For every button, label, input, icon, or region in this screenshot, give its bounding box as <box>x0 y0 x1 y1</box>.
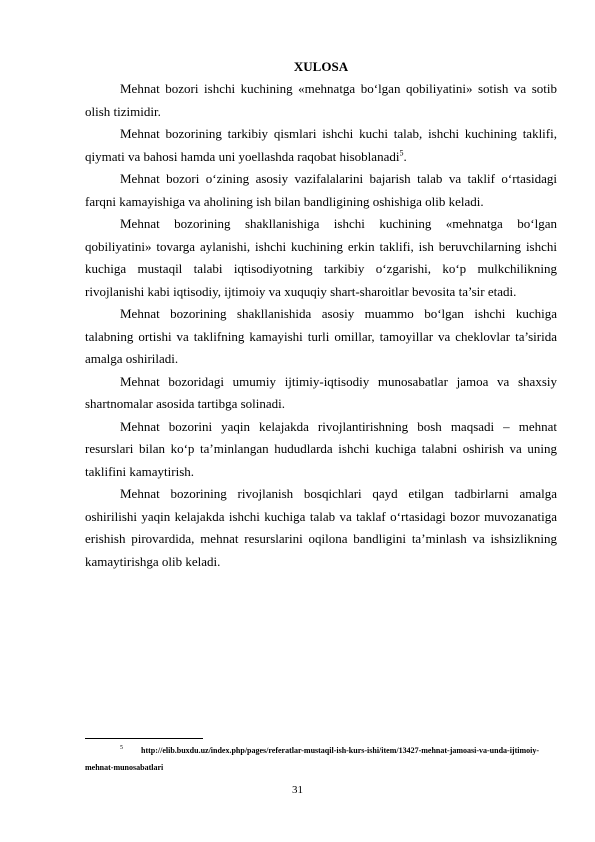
paragraph-1: Mehnat bozori ishchi kuchining «mehnatga bo‘lgan qobiliyatini» sotish va sotib olish tizimidir. <box>85 81 557 119</box>
paragraph-7: Mehnat bozorini yaqin kelajakda rivojlantirishning bosh maqsadi – mehnat resurslari bilan ko‘p ta’minlangan hududlarda ishchi kuchiga talabni oshirish va uning taklifini kamaytirish. <box>85 418 557 479</box>
document-body <box>85 56 557 573</box>
paragraph-8: Mehnat bozorining rivojlanish bosqichlari qayd etilgan tadbirlarni amalga oshirilishi yaqin kelajakda ishchi kuchiga talab va taklaf o‘rtasidagi bozor muvozanatiga erishish pirovardida, mehnat resurslarini oqilona bandligini ta’minlash va ishsizlikning kamaytirishga olib keladi. <box>85 486 557 569</box>
page-number: 31 <box>292 784 303 796</box>
page-title: XULOSA <box>293 59 349 74</box>
footnote-divider <box>85 738 203 739</box>
footnote-reference[interactable]: 5 <box>399 148 404 158</box>
footnote-mark: 5 <box>120 745 123 752</box>
paragraph-2 <box>85 123 557 168</box>
paragraph-3: Mehnat bozori o‘zining asosiy vazifalalarini bajarish talab va taklif o‘rtasidagi farqni kamayishiga va aholining ish bilan bandligining oshishiga olib keladi. <box>85 171 557 209</box>
paragraph-5: Mehnat bozorining shakllanishida asosiy muammo bo‘lgan ishchi kuchiga talabning ortishi va taklifning kamayishi turli omillar, tamoyillar va cheklovlar ta’sirida amalga oshiriladi. <box>85 306 557 366</box>
footnote-link[interactable]: http://elib.buxdu.uz/index.php/pages/referatlar-mustaqil-ish-kurs-ishi/item/13427-mehnat-jamoasi-va-unda-ijtimoiy-mehnat-munosabatlari <box>85 746 540 772</box>
paragraph-6: Mehnat bozoridagi umumiy ijtimiy-iqtisodiy munosabatlar jamoa va shaxsiy shartnomalar asosida tartibga solinadi. <box>85 373 557 411</box>
paragraph-4: Mehnat bozorining shakllanishiga ishchi kuchining «mehnatga bo‘lgan qobiliyatini» tovarga aylanishi, ishchi kuchining erkin taklifi, ish beruvchilarning ishchi kuchiga mustaqil talabi iqtisodiyotning tarkibiy o‘zgarishi, ko‘p mulkchilikning rivojlanishi kabi iqtisodiy, ijtimoiy va xuquqiy shart-sharoitlar bevosita ta’sir etadi. <box>85 216 557 299</box>
paragraph-2-end: . <box>403 148 407 164</box>
paragraph-2-text: Mehnat bozorining tarkibiy qismlari ishchi kuchi talab, ishchi kuchining taklifi, qiymati va bahosi hamda uni yoellashda raqobat hisoblanadi <box>85 126 557 164</box>
footnote <box>85 742 557 776</box>
